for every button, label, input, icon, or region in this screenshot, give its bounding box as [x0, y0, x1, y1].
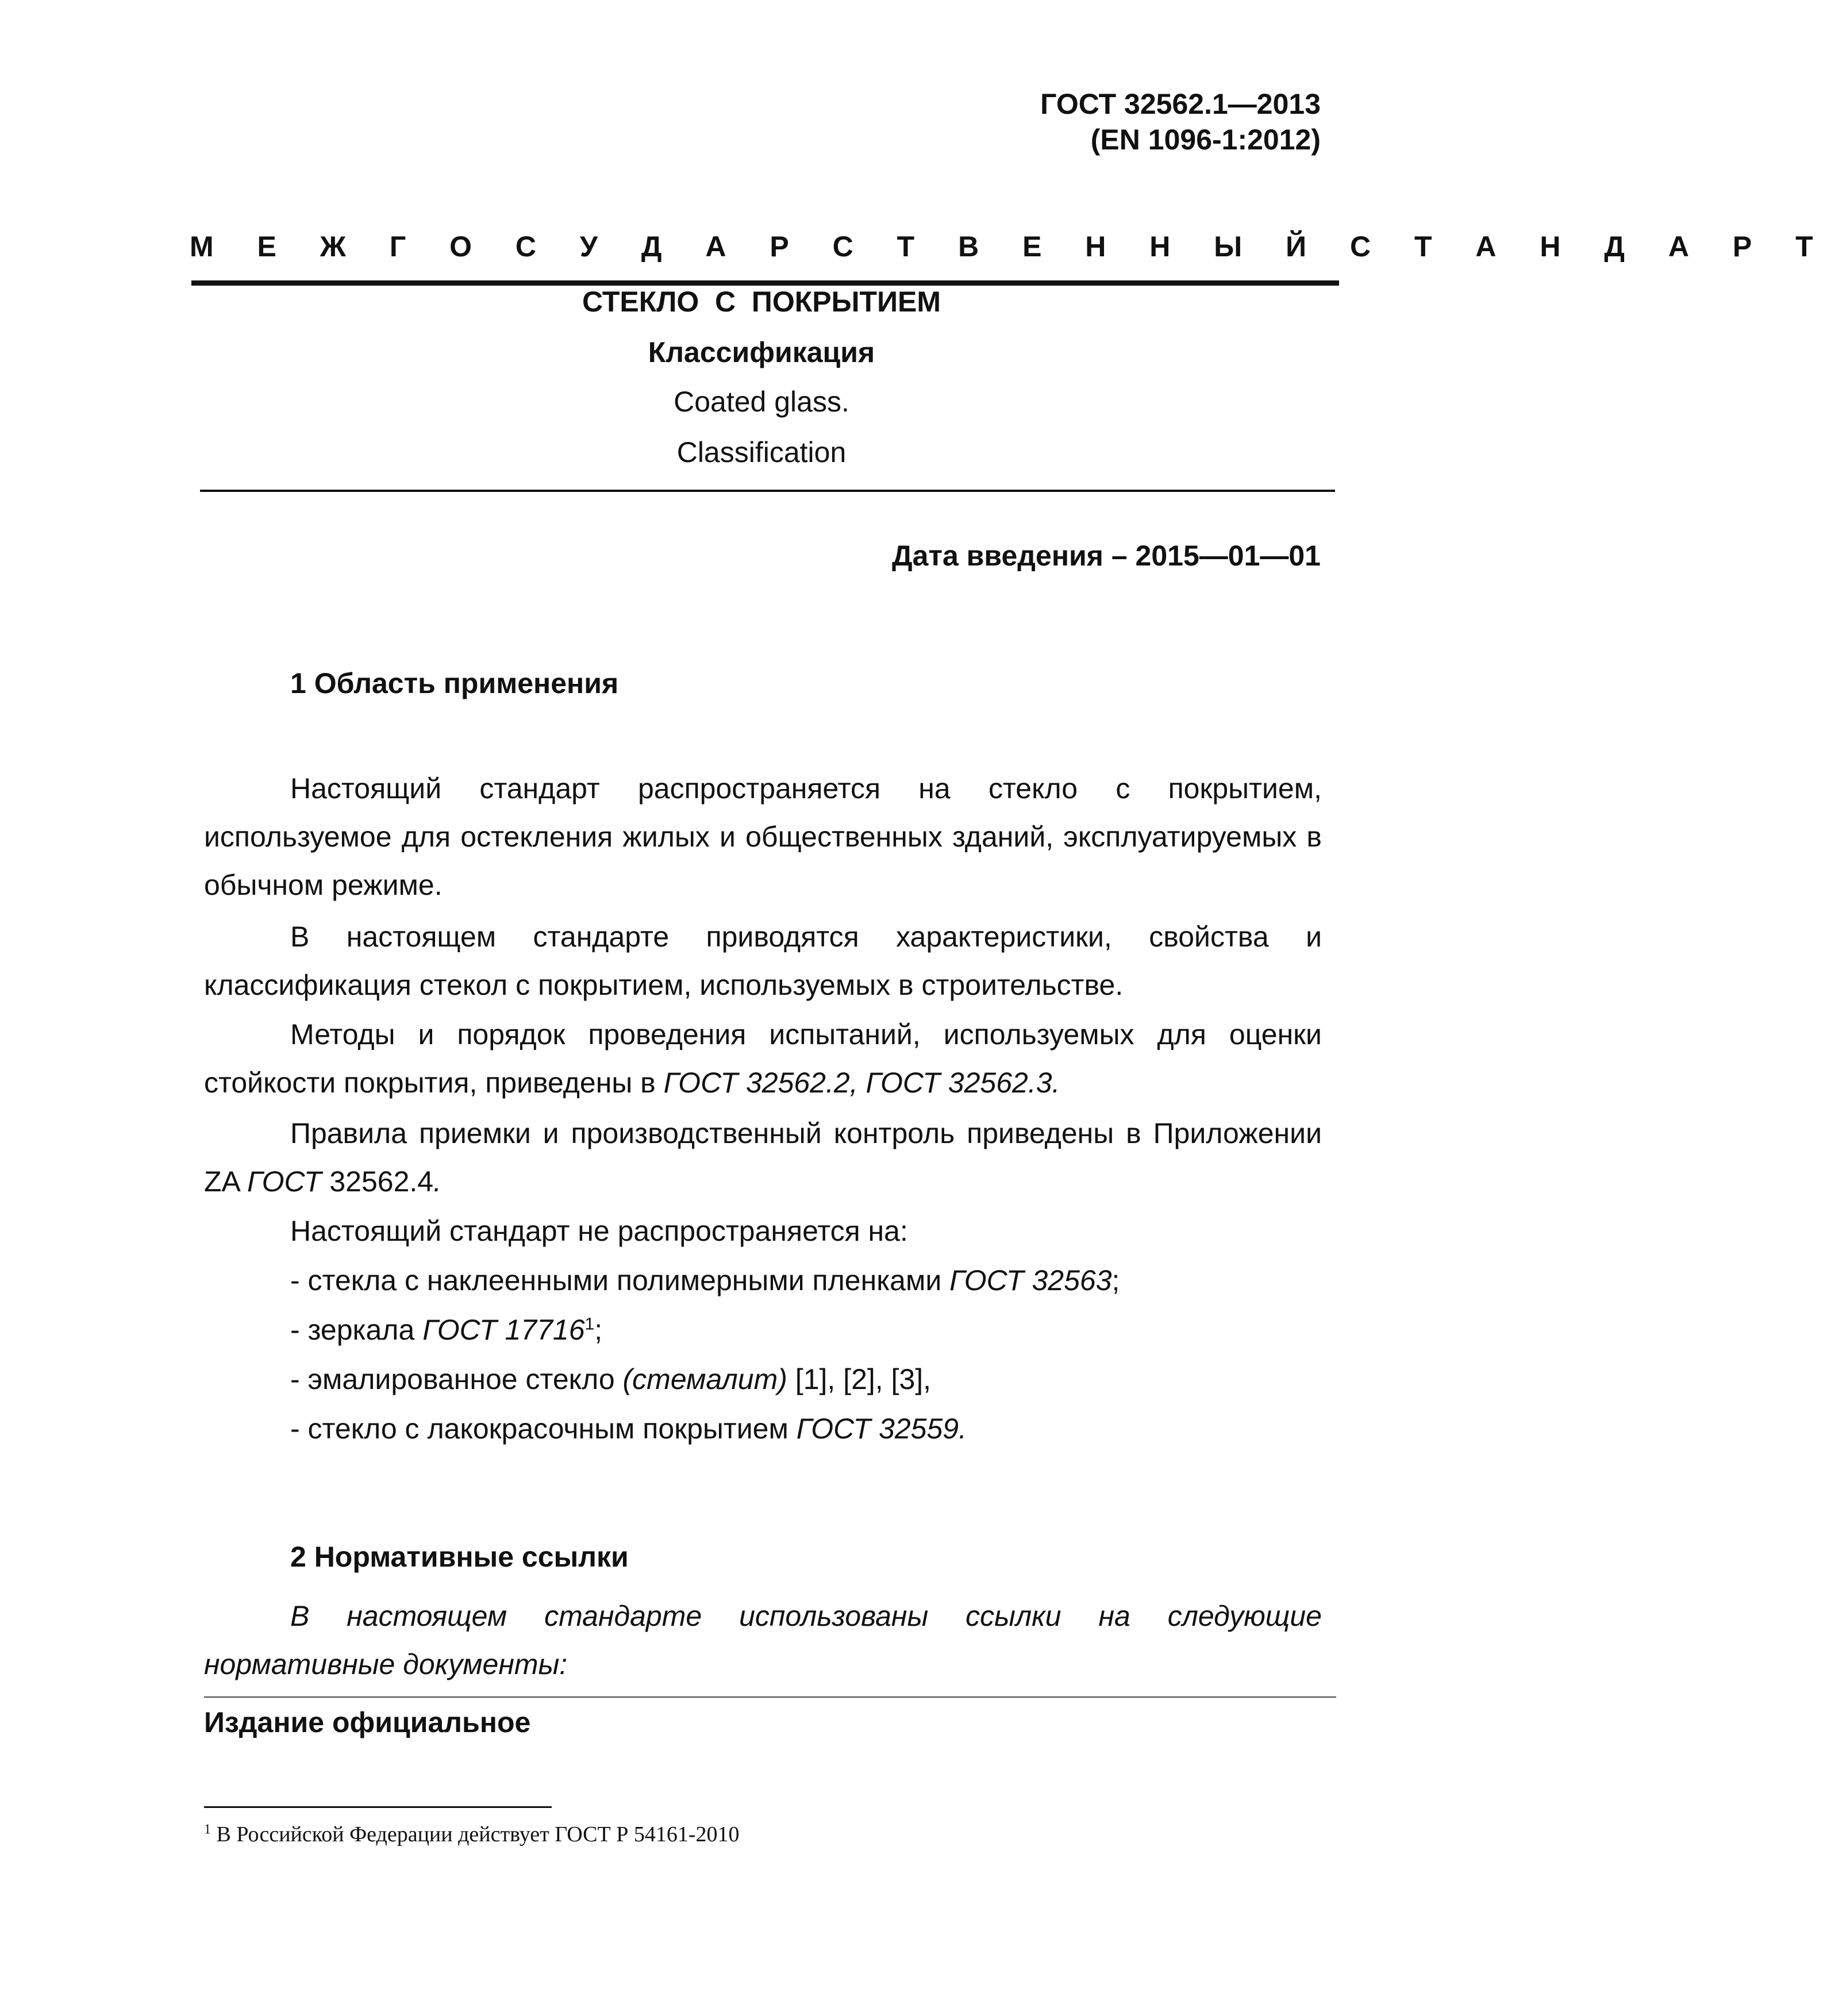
- gost-reference: ГОСТ 17716: [422, 1314, 585, 1346]
- title-en: Coated glass.: [674, 386, 849, 418]
- document-id: [803, 86, 1321, 157]
- gost-reference: ГОСТ: [247, 1165, 322, 1198]
- official-edition-rule: [204, 1696, 1336, 1698]
- section-1-paragraph-3: Методы и порядок проведения испытаний, используемых для оценки стойкости покрытия, приведены в ГОСТ 32562.2, ГОСТ 32562.3.: [204, 1018, 1322, 1099]
- standard-number: ГОСТ 32562.1—2013: [1040, 88, 1321, 120]
- date-of-introduction: Дата введения – 2015—01—01: [892, 540, 1321, 572]
- footnote-separator: [204, 1806, 552, 1808]
- section-1-paragraph-2: В настоящем стандарте приводятся характеристики, свойства и классификация стекол с покрытием, используемых в строительстве.: [204, 921, 1322, 1001]
- footnote-text: В Российской Федерации действует ГОСТ Р 54161-2010: [211, 1822, 740, 1846]
- exclusion-list-item: - зеркала ГОСТ 17716$^1$;: [290, 1314, 603, 1346]
- section-1-paragraph-1: Настоящий стандарт распространяется на стекло с покрытием, используемое для остекления жилых и общественных зданий, эксплуатируемых в обычном режиме.: [204, 772, 1322, 901]
- exclusion-list-item: - эмалированное стекло (стемалит) [1], [2], [3],: [290, 1363, 932, 1395]
- footnote: [204, 1822, 739, 1847]
- title-rule-thin: [200, 490, 1335, 492]
- title-ru: СТЕКЛО С ПОКРЫТИЕМ: [582, 286, 941, 318]
- section-1-paragraph-5: Настоящий стандарт не распространяется на:: [290, 1215, 908, 1247]
- standard-type-heading: М Е Ж Г О С У Д А Р С Т В Е Н Н Ы Й С Т А Н Д А Р Т: [190, 230, 1831, 263]
- gost-reference: ГОСТ 32563: [949, 1264, 1112, 1296]
- subtitle-ru: Классификация: [648, 336, 875, 368]
- section-1-title: 1 Область применения: [290, 667, 619, 699]
- exclusion-list-item: - стекла с наклеенными полимерными пленками ГОСТ 32563;: [290, 1264, 1120, 1296]
- standard-equivalent: (EN 1096-1:2012): [1090, 124, 1321, 156]
- exclusion-list-item: - стекло с лакокрасочным покрытием ГОСТ 32559.: [290, 1413, 967, 1445]
- official-edition-label: Издание официальное: [204, 1706, 531, 1738]
- section-1-paragraph-4: Правила приемки и производственный контроль приведены в Приложении ZA ГОСТ 32562.4.: [204, 1117, 1322, 1198]
- footnote-mark: 1: [584, 1314, 595, 1334]
- gost-reference: ГОСТ 32559.: [796, 1413, 967, 1445]
- section-2-paragraph-1: В настоящем стандарте использованы ссылки на следующие нормативные документы:: [204, 1600, 1322, 1680]
- section-2-title: 2 Нормативные ссылки: [290, 1541, 629, 1573]
- gost-reference: ГОСТ 32562.2, ГОСТ 32562.3.: [663, 1067, 1060, 1099]
- footnote-mark: 1: [204, 1822, 211, 1837]
- subtitle-en: Classification: [676, 436, 847, 468]
- material-name: (стемалит): [622, 1363, 787, 1395]
